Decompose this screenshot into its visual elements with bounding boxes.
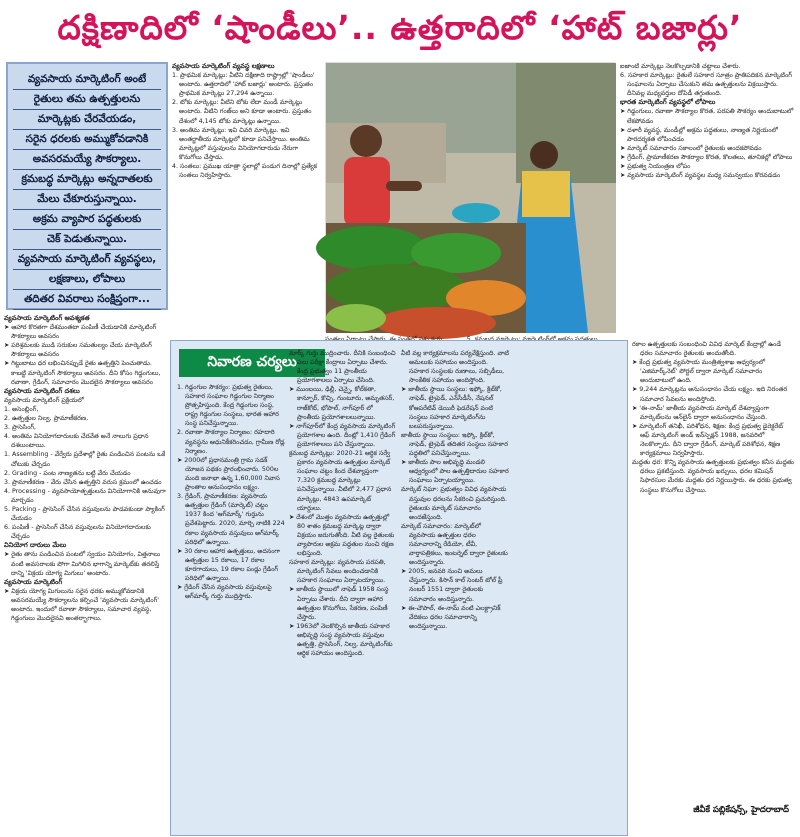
paragraph: 5. Packing - ప్రాసెసింగ్ చేసిన వస్తువులను పాడవకుండా ప్యాకింగ్ చేయడం [4, 505, 165, 523]
paragraph: వ్యవసాయ మార్కెటింగ్ ప్రక్రియలో [4, 396, 84, 404]
paragraph: 2. టోకు మార్కెట్లు: వీటిని టోకు లేదా మండీ మార్కెట్లు అంటారు. వీటిని గంజ్‌లు అని కూడా అంటారు. ప్రస్తుతం దేశంలో 4,145 టోకు మార్కెట్లు ఉన్నాయి. [172, 99, 312, 125]
paragraph: మార్కెట్ నిఘా: ప్రభుత్వం వివిధ వ్యవసాయ వస్తువుల ధరలను సేకరించి ప్రచురిస్తుంది. రైతులకు మార్కెట్ సమాచారం అందజేస్తుంది. [401, 486, 507, 521]
market-scene-image [326, 63, 616, 333]
summary-line: మార్కెట్లకు చేరవేయడం, [13, 110, 161, 130]
summary-line: వ్యవసాయ మార్కెటింగ్ అంటే [13, 70, 161, 90]
paragraph: ➤ గిట్టుబాటు ధర లభించినప్పుడే రైతు ఉత్పత్తిని పెంచుతాడు. కాబట్టి మార్కెటింగ్ సౌకర్యాలు అవసరం. దీని కోసం గిడ్డంగులు, రవాణా, గ్రేడింగ్, సమాచారం మొదలైన సౌకర్యాలు అవసరం [4, 360, 161, 386]
paragraph: ➤ ఆహార కొరతగా దేశమంతటా పంపిణీ చేయడానికి మార్కెటింగ్ సౌకర్యాలు అవసరం [4, 324, 157, 341]
paragraph: 3. ప్రాసెసింగ్, [4, 424, 37, 432]
paragraph: 3. గ్రేడింగ్, ప్రామాణీకరణ: వ్యవసాయ ఉత్పత్తుల గ్రేడింగ్ (మార్కెట్) చట్టం 1937 కింద 'ఆగ్‌మార్క్' గుర్తును ప్రవేశపెట్టారు. 2020, మార్చి నాటికి 224 రకాల వ్యవసాయ వస్తువులు అగ్‌మార్క్ పరిధిలో ఉన్నాయి. [177, 493, 285, 546]
paragraph: 4. సంతలు: ప్రముఖ యాత్రా స్థలాల్లో పండుగ దినాల్లో ప్రత్యేక సంతలు నిర్వహిస్తారు. [172, 163, 318, 180]
paragraph: ➤ కేంద్ర ప్రభుత్వ వ్యవసాయ మంత్రిత్వశాఖ ఆధ్వర్యంలో 'ఎజిమార్క్‌నెట్' పోర్టల్ ద్వారా మార్కెట్ సమాచారం అందుబాటులో ఉంది. [632, 359, 765, 385]
paragraph: ➤ మార్కెట్ సమాచారం సకాలంలో రైతులకు అందకపోవడం [620, 144, 762, 152]
paragraph: ➤ దళారీ వ్యవస్థ, మండీల్లో అక్రమ పద్ధతులు, నాణ్యత నిర్ణయంలో పారదర్శకత లోపించడం [620, 126, 779, 143]
paragraph: క్రమబద్ధ మార్కెట్లు: 2020-21 ఆర్థిక సర్వే ప్రకారం వ్యవసాయ ఉత్పత్తుల మార్కెట్ సంఘాల చట్టం కింద దేశవ్యాప్తంగా 7,320 క్రమబద్ధ మార్కెట్లు పనిచేస్తున్నాయి. వీటిలో 2,477 ప్రధాన మార్కెట్లు, 4843 ఉపమార్కెట్ యార్డులు. [289, 450, 392, 512]
left-column [4, 314, 168, 834]
paragraph: ➤ విక్రయ యోగ్య మిగులును సరైన ధరకు అమ్ముకోవడానికి అవసరమయ్యే సౌకర్యాలను కల్పించే 'వ్యవసాయ మార్కెటింగ్' అంటారు. ఇందులో రవాణా సౌకర్యాలు, సమాచార వ్యవస్థ, గిడ్డంగులు మొదలైనవి అంతర్భాగాలు. [4, 587, 159, 623]
relief-measures-tag: నివారణ చర్యలు [179, 349, 325, 377]
paragraph: వీటి వల్ల కార్యక్రమాలను పర్యవేక్షిస్తుంది. వాటి అమలుకు సహాయం అందిస్తుంది. సహకార సంస్థలకు రుణాలు, సబ్సిడీలు, సాంకేతిక సహాయం అందిస్తోంది. [401, 350, 509, 385]
paragraph: 2. Grading - పంట నాణ్యతను బట్టి వేరు చేయడం [4, 469, 131, 477]
paragraph: ➤ రైతు తాను పండించిన పంటలో స్వయం వినియోగం, విత్తనాలు వంటి అవసరాలకు పోగా మిగిలిన భాగాన్ని మార్కెట్‌కు తరలిస్తే దాన్ని 'విక్రయ యోగ్య మిగులు' అంటారు. [4, 551, 161, 577]
paragraph: మార్క్ గుర్తు ముద్రించారు. దీనికి సంబంధించి పలు పరీక్షా కేంద్రాలు ఏర్పాటు చేశారు. కేంద్ర ప్రభుత్వం 11 ప్రాంతీయ ప్రయోగశాలలు ఏర్పాటు చేసింది. [289, 350, 396, 385]
relief-column-2 [289, 349, 397, 833]
paragraph: 1. అసెంబ్లింగ్, [4, 405, 39, 413]
paragraph: 2. రవాణా సౌకర్యాల నిర్మాణం: రహదారి వ్యవస్థను ఆధునికీకరించడం, గ్రామీణ రోడ్ల నిర్మాణం. [177, 429, 285, 455]
summary-line: చెక్ పెడుతున్నాయి. [13, 230, 161, 250]
paragraph: ➤ వ్యవసాయ మార్కెటింగ్ వ్యవస్థల మధ్య సమన్వయం కొరవడడం [620, 172, 781, 180]
paragraph: ➤ నాగ్‌పూర్‌లో కేంద్ర వ్యవసాయ మార్కెటింగ్ ప్రయోగశాల ఉంది. దీంట్లో 1,410 గ్రేడింగ్ ప్రయోగశాలలు పని చేస్తున్నాయి. [289, 422, 396, 448]
paragraph: 1. ప్రాథమిక మార్కెట్లు: వీటిని దక్షిణాది రాష్ట్రాల్లో 'షాండీలు' అంటారు. ఉత్తరాదిలో 'హాట్ బజార్లు' అంటారు. ప్రస్తుతం ప్రాథమిక మార్కెట్లు 27,294 ఉన్నాయి. [172, 72, 315, 98]
paragraph: జాతీయ స్థాయి సంస్థలు: ఇఫ్కో, క్రిబ్‌కో, నాఫెడ్, ట్రైఫెడ్ తదితర సంస్థలు సహకార పద్ధతిలో పనిచేస్తున్నాయి. [401, 431, 508, 458]
paragraph: మద్దతు ధర: కొన్ని వ్యవసాయ ఉత్పత్తులకు ప్రభుత్వం కనీస మద్దతు ధరలు ప్రకటిస్తుంది. వ్యవసాయ ఖర్చులు, ధరల కమిషన్ సిఫారసుల మేరకు మద్దతు ధర నిర్ణయిస్తారు. ఈ ధరకు ప్రభుత్వ సంస్థలు కొనుగోలు చేస్తాయి. [632, 459, 794, 494]
right-column [620, 62, 796, 334]
paragraph: సహకార మార్కెట్లు: వ్యవసాయ పరపతి, మార్కెటింగ్ సేవలు అందించడానికి సహకార సంఘాలు ఏర్పాటయ్యాయి. [289, 559, 386, 585]
summary-line: వ్యవసాయ మార్కెటింగ్ వ్యవస్థలు, [13, 250, 161, 270]
summary-line: అవసరమయ్యే సౌకర్యాలు. [13, 150, 161, 170]
paragraph: ➤ దేశంలో మొత్తం వ్యవసాయ ఉత్పత్తుల్లో 80 శాతం క్రమబద్ధ మార్కెట్ల ద్వారా విక్రయం జరుగుతోంది. వీటి వల్ల రైతులకు వ్యాపారుల అక్రమ పద్ధతుల నుంచి రక్షణ లభిస్తుంది. [289, 513, 395, 558]
section-heading: వ్యవసాయ మార్కెటింగ్ దశలు [4, 386, 80, 395]
paragraph: ➤ 2000లో ప్రధానమంత్రి గ్రామ సడక్ యోజన పథకం ప్రారంభించారు. 500ల మంది జనాభా ఉన్న 1,60,000 నివాస ప్రాంతాల అనుసంధానం లక్ష్యం. [177, 456, 280, 492]
paragraph: ➤ 30 రకాల ఆహార ఉత్పత్తులు, అదనంగా ఉత్పత్తుల 15 రకాలు, 17 రకాల కూరగాయలు, 19 రకాల పండ్లు గ్రేడింగ్ పరిధిలో ఉన్నాయి. [177, 547, 281, 582]
summary-line: సరైన ధరలకు అమ్ముకోవడానికి [13, 130, 161, 150]
summary-line: క్రమబద్ధ మార్కెట్లు అన్నదాతలకు [13, 170, 161, 190]
paragraph: 4. అంతిమ వినియోగదారులకు చేరవేత అనే నాలుగు ప్రధాన దశలుంటాయి. [4, 433, 149, 450]
paragraph: ➤ జాతీయ స్థాయిలో నాఫెడ్ 1958 సంస్థ ఏర్పాటు చేశారు. దీని ద్వారా ఆహార ఉత్పత్తుల కొనుగోలు, సేకరణ, పంపిణీ చేస్తారు. [289, 586, 389, 621]
paragraph: ఐజాంటి మార్కెట్లు నెలకొల్పడానికి చట్టాలు చేశారు. [620, 63, 741, 70]
summary-line: రైతులు తమ ఉత్పత్తులను [13, 90, 161, 110]
paragraph: ➤ గ్రేడింగ్, ప్రామాణీకరణ సౌకర్యాల కొరత, కొలతలు, తూనికల్లో లోపాలు [620, 153, 793, 161]
paragraph: 3. అంతిమ మార్కెట్లు: ఇవి చివరి మార్కెట్లు. ఇవి అంతర్జాతీయ మార్కెట్లలో కూడా పనిచేస్తాయి. అంతిమ మార్కెట్లలో వస్తువులను వినియోగదారుడు నేరుగా కొనుగోలు చేస్తాడు. [172, 126, 310, 161]
section-heading: వినియోగ దారులు మేలు [4, 541, 67, 550]
relief-measures-box [170, 340, 628, 836]
relief-column-3 [401, 349, 509, 833]
paragraph: ➤ గ్రేడింగ్ చేసిన వ్యవసాయ వస్తువులపై అగ్‌మార్క్ గుర్తు ముద్రిస్తారు. [177, 584, 272, 601]
summary-box [6, 62, 168, 310]
section-heading: వ్యవసాయ మార్కెటింగ్ ఆవశ్యకత [4, 314, 90, 322]
paragraph: 6. పంపిణీ - ప్రాసెసింగ్ చేసిన వస్తువులను వినియోగదారులకు చేర్చడం [4, 524, 151, 541]
paragraph: ➤ జాతీయ పాల అభివృద్ధి మండలి ఆధ్వర్యంలో పాల ఉత్పత్తిదారుల సహకార సంఘాలు ఏర్పాటయ్యాయి. [401, 459, 509, 485]
paragraph: ➤ 2005, జనవరి నుంచి అమలు చేస్తున్నారు. కిసాన్ కాల్ సెంటర్ టోల్ ఫ్రీ నంబర్ 1551 ద్వారా రైతులకు సమాచారం అందిస్తున్నారు. [401, 568, 503, 603]
summary-line: లక్షణాలు, లోపాలు [13, 270, 161, 290]
paragraph: ➤ ఈ-చౌపాల్, ఈ-నామ్ వంటి ఎలక్ట్రానిక్ వేదికలు ధరల సమాచారాన్ని అందిస్తున్నాయి. [401, 604, 501, 630]
paragraph: ➤ ముంబయి, ఢిల్లీ, చెన్నై, కోల్‌కతా, కాన్పూర్, కొచ్చి, గుంటూరు, అమృతసర్, రాజ్‌కోట్, భోపాల్, నాగ్‌పూర్ లో ప్రాంతీయ ప్రయోగశాలలున్నాయి. [289, 386, 395, 421]
paragraph: ➤ 'ఈ-నామ్' జాతీయ వ్యవసాయ మార్కెట్ దేశవ్యాప్తంగా మార్కెట్‌లను ఆన్‌లైన్ ద్వారా అనుసంధానం చేస్తుంది. [632, 404, 770, 421]
paragraph: మార్కెట్ సమాచారం: మార్కెట్‌లో వ్యవసాయ ఉత్పత్తుల ధరల సమాచారాన్ని రేడియో, టీవీ, వార్తాపత్రికలు, ఇంటర్నెట్ ద్వారా రైతులకు అందిస్తున్నారు. [401, 522, 508, 567]
paragraph: 1. గిడ్డంగుల సౌకర్యం: ప్రభుత్వ రైతులు, సహకార సంఘాల గిడ్డంగుల నిర్మాణం ప్రోత్సహిస్తుంది. కేంద్ర గిడ్డంగుల సంస్థ, రాష్ట్ర గిడ్డంగుల సంస్థలు, భారత ఆహార సంస్థ పనిచేస్తున్నాయి. [177, 384, 279, 428]
section-heading: భారత మార్కెటింగ్ వ్యవస్థలో లోపాలు [620, 98, 716, 107]
paragraph: ➤ 1963లో నెలకొల్పిన జాతీయ సహకార అభివృద్ధి సంస్థ వ్యవసాయ వస్తువుల ఉత్పత్తి, ప్రాసెసింగ్, నిల్వ, మార్కెటింగ్‌కు ఆర్థిక సహాయం అందిస్తుంది. [289, 622, 393, 658]
summary-line: తదితర వివరాలు సంక్షిప్తంగా... [13, 290, 161, 310]
paragraph: ➤ గిడ్డంగులు, రవాణా సౌకర్యాల కొరత, పరపతి సౌకర్యం అందుబాటులో లేకపోవడం [620, 108, 794, 125]
summary-line: మేలు చేకూరుస్తున్నాయి. [13, 190, 161, 210]
headline: దక్షిణాదిలో ‘షాండీలు’.. ఉత్తరాదిలో ‘హాట్ బజార్లు’ [0, 0, 800, 62]
paragraph: 6. సహకార మార్కెట్లు: రైతులే సహకార సూత్రం ప్రాతిపదికన మార్కెటింగ్ సంఘాలను ఏర్పాటు చేసుకుని తమ ఉత్పత్తులను విక్రయిస్తారు. దీనివల్ల మధ్యవర్తుల దోపిడీ తగ్గుతుంది. [620, 72, 792, 98]
paragraph: 2. ఉత్పత్తుల నిల్వ, ప్రామాణీకరణ, [4, 415, 89, 423]
vegetable-vendor-photo [325, 62, 615, 332]
paragraph: 3. ప్రామాణీకరణ - వేరు చేసిన ఉత్పత్తిని వరుస క్రమంలో ఉంచడం [4, 478, 162, 486]
relief-column-4 [632, 340, 794, 790]
summary-line: అక్రమ వ్యాపార పద్ధతులకు [13, 210, 161, 230]
middle-column [172, 62, 322, 332]
paragraph: ➤ 9,244 మార్కెట్లను అనుసంధానం చేయ లక్ష్యం. ఇది నిరంతర సమాచార సేవలను అందిస్తోంది. [632, 386, 788, 403]
relief-column-1 [177, 383, 285, 833]
paragraph: ➤ జాతీయ స్థాయి సంస్థలు: ఇఫ్కో, క్రిబ్‌కో, నాఫెడ్, ట్రైఫెడ్, ఎన్‌సీడీసీ, నేషనల్ కోఆపరేటివ్ డెయిరీ ఫెడరేషన్ వంటి సంస్థలు సహకార మార్కెటింగ్‌ను బలపరుస్తున్నాయి. [401, 386, 502, 430]
section-heading: వ్యవసాయ మార్కెటింగ్ [4, 577, 63, 586]
paragraph: 1. Assembling - వేర్వేరు ప్రదేశాల్లో రైతు పండించిన పంటను ఒకే చోటుకు చేర్చడం [4, 451, 166, 468]
paragraph: 4. Processing - వ్యవసాయోత్పత్తులను వినియోగానికి అనువుగా మార్చడం [4, 487, 166, 504]
paragraph: రకాల ఉత్పత్తులకు సంబంధించి వివిధ మార్కెట్ కేంద్రాల్లో ఉండే ధరల సమాచారం రైతులకు అందుతోంది. [632, 341, 781, 358]
paragraph: ➤ ప్రభుత్వ నియంత్రణ లోపం [620, 163, 691, 171]
section-heading: వ్యవసాయ మార్కెటింగ్ వ్యవస్థ లక్షణాలు [172, 62, 275, 70]
paragraph: ➤ మార్కెటింగ్ తనిఖీ, పరిశోధన, శిక్షణ: కేంద్ర ప్రభుత్వ డైరెక్టరేట్ ఆఫ్ మార్కెటింగ్ అండ్ ఇన్‌స్పెక్షన్ 1988, జనవరిలో నెలకొల్పారు. దీని ద్వారా గ్రేడింగ్, మార్కెట్ పరిశోధన, శిక్షణ కార్యక్రమాలు నిర్వహిస్తారు. [632, 422, 784, 458]
paragraph: ➤ పరిశ్రమలకు ముడి సరుకుల సమతుల్యం చేయ మార్కెటింగ్ సౌకర్యాలు అవసరం [4, 342, 152, 359]
byline: జీవీకే పబ్లికేషన్స్, హైదరాబాద్ [693, 805, 789, 815]
